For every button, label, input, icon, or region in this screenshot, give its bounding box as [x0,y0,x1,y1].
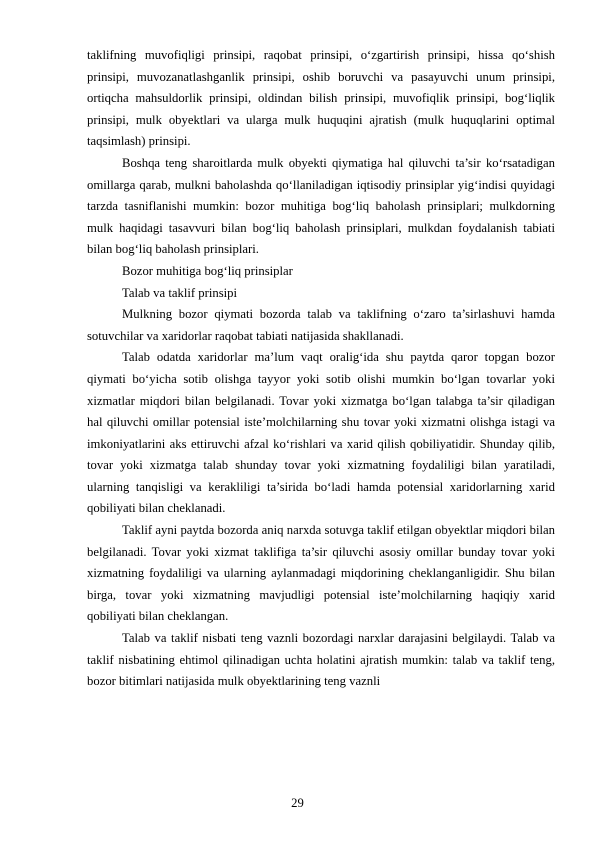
paragraph-supply: Taklif ayni paytda bozorda aniq narxda sotuvga taklif etilgan obyektlar miqdori bilan belgilanadi. Tovar yoki xizmat taklifiga ta’sir qiluvchi asosiy omillar bunday tovar yoki xizmatning foydaliligi va ularning aylanmadagi miqdorining cheklanganligidir. Shu bilan birga, tovar yoki xizmatning mavjudligi potensial iste’molchilarning haqiqiy xarid qobiliyati bilan cheklangan. [87,523,555,624]
section-heading-market-principles: Bozor muhitiga bog‘liq prinsiplar [122,263,293,278]
paragraph-demand: Talab odatda xaridorlar ma’lum vaqt oralig‘ida shu paytda qaror topgan bozor qiymati bo‘yicha sotib olishga tayyor yoki sotib olishi mumkin bo‘lgan tovarlar yoki xizmatlar miqdori bilan belgilanadi. Tovar yoki xizmatga bo‘lgan talabga ta’sir qiladigan hal qiluvchi omillar potensial iste’molchilarning shu tovar yoki xizmatni olishga istagi va imkoniyatlarini aks ettiruvchi afzal ko‘rishlari va xarid qilish qobiliyatidir. Shunday qilib, tovar yoki xizmatga talab shunday tovar yoki xizmatning foydaliligi bilan yaratiladi, ularning tanqisligi va kerakliligi ta’sirida bo‘ladi hamda potensial xaridorlarning xarid qobiliyati bilan cheklanadi. [87,350,555,516]
document-page [87,45,555,693]
paragraph-principles-list: taklifning muvofiqligi prinsipi, raqobat prinsipi, o‘zgartirish prinsipi, hissa qo‘shish prinsipi, muvozanatlashganlik prinsipi, oshib boruvchi va pasayuvchi unum prinsipi, ortiqcha mahsuldorlik prinsipi, oldindan bilish prinsipi, muvofiqlik prinsipi, bog‘liqlik prinsipi, mulk obyektlari va ularga mulk huquqini ajratish (mulk huquqlarini optimal taqsimlash) prinsipi. [87,48,555,149]
page-number: 29 [291,796,304,810]
subsection-heading-supply-demand: Talab va taklif prinsipi [122,285,238,300]
paragraph-classification: Boshqa teng sharoitlarda mulk obyekti qiymatiga hal qiluvchi ta’sir ko‘rsatadigan omillarga qarab, mulkni baholashda qo‘llaniladigan iqtisodiy prinsiplar yig‘indisi quyidagi tarzda tasniflanishi mumkin: bozor muhitiga bog‘liq baholash prinsiplari; mulkdorning mulk haqidagi tasavvuri bilan bog‘liq baholash prinsiplari, mulkdan foydalanish tabiati bilan bog‘liq baholash prinsiplari. [87,155,555,257]
paragraph-supply-demand-ratio: Talab va taklif nisbati teng vaznli bozordagi narxlar darajasini belgilaydi. Talab va taklif nisbatining ehtimol qilinadigan uchta holatini ajratish mumkin: talab va taklif teng, bozor bitimlari natijasida mulk obyektlarining teng vaznli [87,631,555,689]
paragraph-market-value: Mulkning bozor qiymati bozorda talab va taklifning o‘zaro ta’sirlashuvi hamda sotuvchilar va xaridorlar raqobat tabiati natijasida shakllanadi. [87,307,555,343]
